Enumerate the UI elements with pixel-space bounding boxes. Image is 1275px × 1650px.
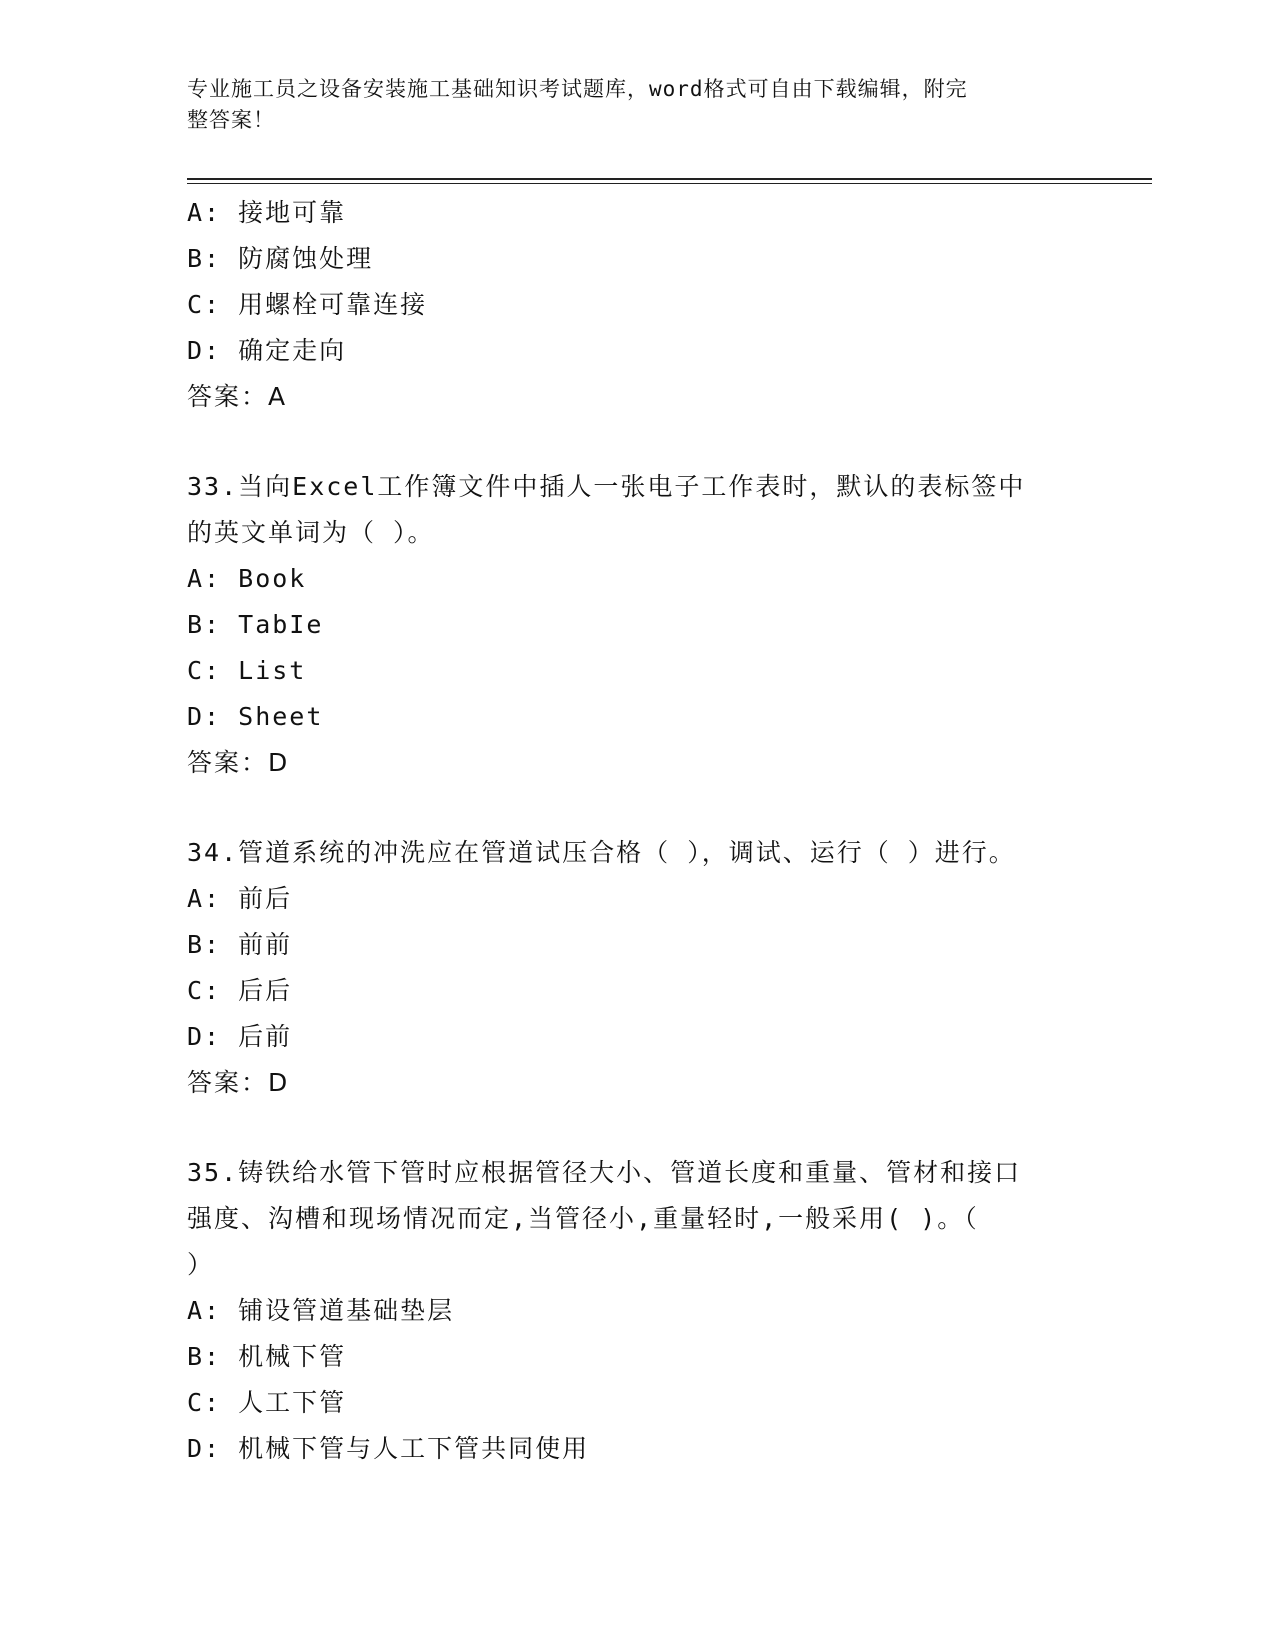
header-divider-thin [187,183,1152,184]
option-c: C: 用螺栓可靠连接 [187,290,428,319]
question-text-line: 35.铸铁给水管下管时应根据管径大小、管道长度和重量、管材和接口 [187,1158,1022,1187]
option-b: B: 机械下管 [187,1342,347,1371]
option-d: D: Sheet [187,702,324,731]
option-a: A: 前后 [187,884,293,913]
option-b: B: TabIe [187,610,324,639]
answer-line: 答案：D [187,1068,290,1097]
spacer [187,420,1087,464]
question-text-line: 33.当向Excel工作簿文件中插人一张电子工作表时，默认的表标签中 [187,472,1026,501]
document-content [187,190,1087,1472]
question-32-continuation [187,190,1087,420]
option-a: A: 接地可靠 [187,198,347,227]
question-34 [187,830,1087,1106]
question-33 [187,464,1087,786]
option-d: D: 确定走向 [187,336,347,365]
answer-line: 答案：A [187,382,288,411]
option-c: C: List [187,656,307,685]
question-text-line: 34.管道系统的冲洗应在管道试压合格（ ），调试、运行（ ）进行。 [187,838,1016,867]
option-d: D: 机械下管与人工下管共同使用 [187,1434,590,1463]
option-c: C: 后后 [187,976,293,1005]
question-35 [187,1150,1087,1472]
option-a: A: 铺设管道基础垫层 [187,1296,455,1325]
header-title-line-1: 专业施工员之设备安装施工基础知识考试题库，word格式可自由下载编辑，附完 [187,77,968,101]
spacer [187,786,1087,830]
option-a: A: Book [187,564,307,593]
option-b: B: 前前 [187,930,293,959]
question-text-line: ） [187,1250,215,1279]
question-text-line: 强度、沟槽和现场情况而定,当管径小,重量轻时,一般采用( )。（ [187,1204,979,1233]
option-b: B: 防腐蚀处理 [187,244,374,273]
option-d: D: 后前 [187,1022,293,1051]
document-header [187,74,1067,136]
header-divider-thick [187,178,1152,180]
header-title-line-2: 整答案！ [187,108,275,132]
answer-line: 答案：D [187,748,290,777]
question-text-line: 的英文单词为（ ）。 [187,518,435,547]
spacer [187,1106,1087,1150]
option-c: C: 人工下管 [187,1388,347,1417]
